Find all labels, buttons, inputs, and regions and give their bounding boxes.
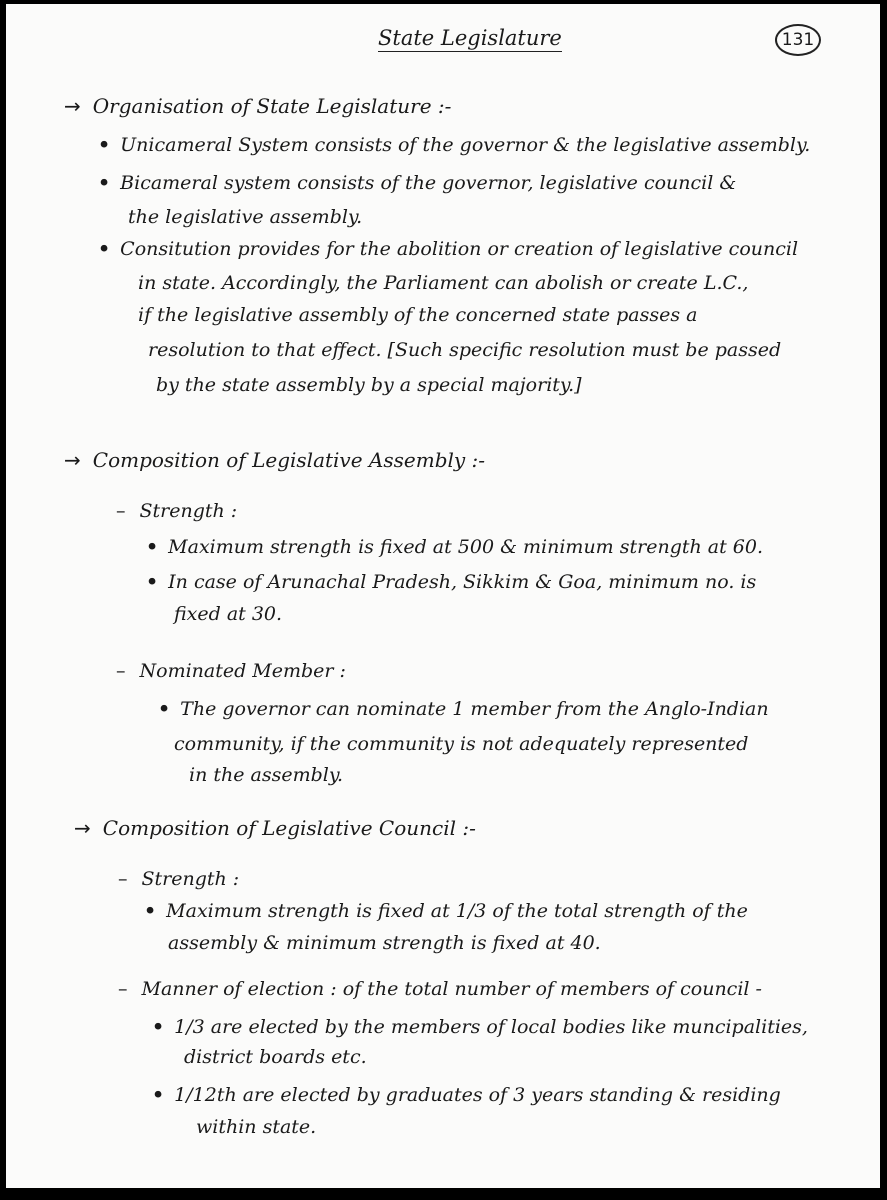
bullet-nominated-cont: community, if the community is not adequately represented (174, 733, 749, 755)
notebook-page (6, 4, 880, 1188)
bullet-max-strength: • Maximum strength is fixed at 500 & minimum strength at 60. (146, 536, 763, 558)
bullet-council-strength-cont: assembly & minimum strength is fixed at 40. (168, 932, 601, 954)
bullet-council-strength: • Maximum strength is fixed at 1/3 of the total strength of the (144, 900, 748, 922)
bullet-bicameral: • Bicameral system consists of the governor, legislative council & (98, 172, 737, 194)
bullet-bicameral-cont: the legislative assembly. (128, 206, 363, 228)
bullet-minimum-exception: • In case of Arunachal Pradesh, Sikkim & Goa, minimum no. is (146, 571, 757, 593)
arrow-icon: → (64, 448, 81, 472)
arrow-icon: → (64, 94, 81, 118)
arrow-icon: → (74, 816, 91, 840)
section-heading-council: → Composition of Legislative Council :- (74, 816, 476, 840)
subheading-manner-of-election: – Manner of election : of the total number of members of council - (118, 978, 762, 1000)
bullet-local-bodies: • 1/3 are elected by the members of local bodies like muncipalities, (152, 1016, 808, 1038)
section-heading-assembly: → Composition of Legislative Assembly :- (64, 448, 486, 472)
subheading-strength: – Strength : (116, 500, 238, 522)
bullet-constitution-cont: in state. Accordingly, the Parliament can abolish or create L.C., (138, 272, 749, 294)
bullet-unicameral: • Unicameral System consists of the governor & the legislative assembly. (98, 134, 811, 156)
subheading-nominated-member: – Nominated Member : (116, 660, 346, 682)
bullet-graduates-cont: within state. (196, 1116, 317, 1138)
bullet-constitution-cont: resolution to that effect. [Such specific resolution must be passed (148, 339, 782, 361)
subheading-strength: – Strength : (118, 868, 240, 890)
bullet-nominated-cont: in the assembly. (189, 764, 344, 786)
section-heading-organisation: → Organisation of State Legislature :- (64, 94, 452, 118)
bullet-constitution: • Consitution provides for the abolition or creation of legislative council (98, 238, 799, 260)
bullet-constitution-cont: if the legislative assembly of the concerned state passes a (138, 304, 698, 326)
bullet-minimum-exception-cont: fixed at 30. (174, 603, 283, 625)
page-title: State Legislature (378, 26, 562, 50)
bullet-local-bodies-cont: district boards etc. (184, 1046, 367, 1068)
bullet-graduates: • 1/12th are elected by graduates of 3 years standing & residing (152, 1084, 781, 1106)
bullet-constitution-cont: by the state assembly by a special majority.] (156, 374, 582, 396)
page-number: 131 (775, 24, 821, 56)
bullet-nominated: • The governor can nominate 1 member from the Anglo-Indian (158, 698, 769, 720)
